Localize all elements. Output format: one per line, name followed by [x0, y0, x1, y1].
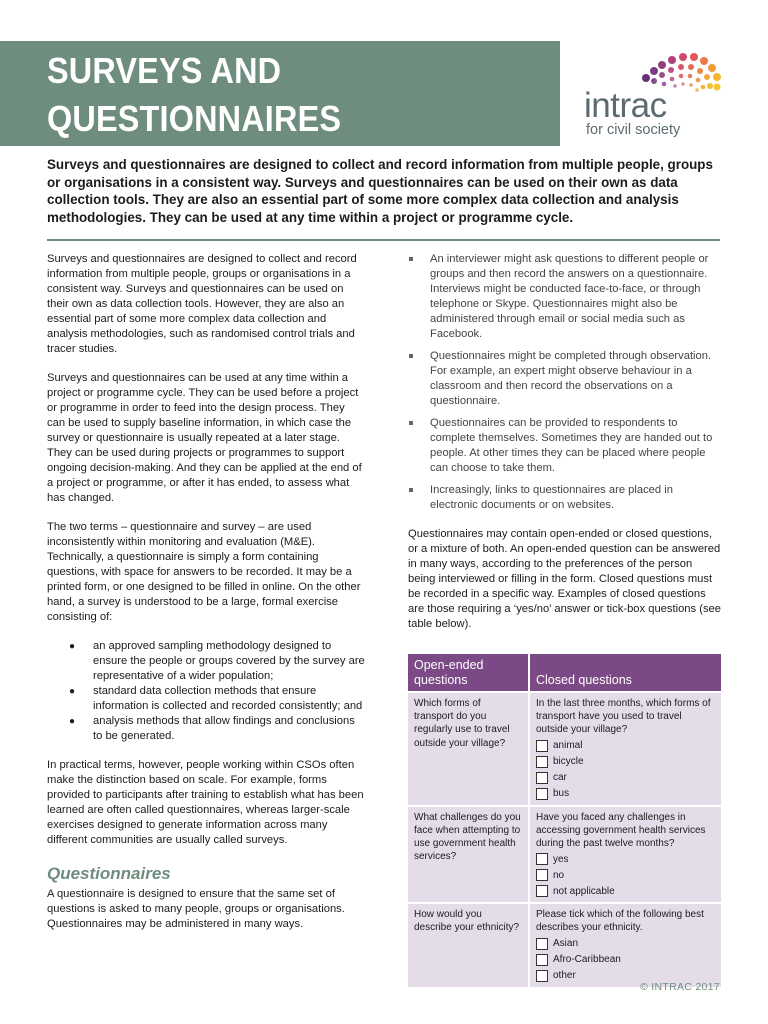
checkbox-icon[interactable]: [536, 788, 548, 800]
checkbox-icon[interactable]: [536, 756, 548, 768]
checkbox-option[interactable]: Asian: [536, 937, 715, 951]
checkbox-icon[interactable]: [536, 740, 548, 752]
checkbox-option[interactable]: not applicable: [536, 884, 715, 898]
intrac-logo: [584, 48, 724, 140]
left-paragraph-3: The two terms – questionnaire and survey – are used inconsistently within monitoring and evaluation (M&E). Technically, a questionnaire is simply a form containing questions, with space for answers to be recorded. It may be a printed form, or one designed to be filled in online. On the other hand, a survey is understood to be a large, formal exercise consisting of:: [47, 521, 361, 623]
closed-question-text: Please tick which of the following best describes your ethnicity.: [536, 909, 704, 934]
list-item: Increasingly, links to questionnaires are placed in electronic documents or on websites.: [430, 483, 722, 513]
closed-question-text: In the last three months, which forms of transport have you used to travel outside your village?: [536, 698, 711, 736]
checkbox-icon[interactable]: [536, 772, 548, 784]
section-heading-questionnaires: Questionnaires: [47, 864, 171, 883]
square-bullet-icon: [409, 421, 413, 425]
checkbox-option[interactable]: no: [536, 868, 715, 882]
logo-wordmark: intrac: [584, 86, 667, 125]
right-paragraph-1: Questionnaires may contain open-ended or closed questions, or a mixture of both. An open-ended question can be answered in many ways, according to the preferences of the person being interviewed or filling in the form. Closed questions must be recorded in a specific way. Examples of closed questions are those requiring a ‘yes/no’ answer or tick-box questions (see table below).: [408, 528, 721, 630]
checkbox-option[interactable]: car: [536, 771, 715, 785]
right-column: [408, 252, 722, 632]
checkbox-icon[interactable]: [536, 954, 548, 966]
list-item: ● standard data collection methods that ensure information is collected and recorded consistently; and: [69, 685, 363, 712]
open-question-cell: What challenges do you face when attempting to use government health services?: [408, 806, 529, 904]
left-paragraph-1: Surveys and questionnaires are designed to collect and record information from multiple people, groups or organisations in a consistent way. Surveys and questionnaires can be used on their own as data collection tools. However, they are also an essential part of some more complex data collection and analysis methodologies, such as randomised control trials and tracer studies.: [47, 253, 357, 355]
checkbox-option[interactable]: other: [536, 969, 715, 983]
checkbox-icon[interactable]: [536, 938, 548, 950]
checkbox-icon[interactable]: [536, 869, 548, 881]
intro-paragraph: Surveys and questionnaires are designed to collect and record information from multiple people, groups or organisations in a consistent way. Surveys and questionnaires can be used on their own as data collection tools. They are also an essential part of some more complex data collection and analysis methodologies. They can be used at any time within a project or programme cycle.: [47, 157, 713, 225]
survey-criteria-list: [47, 639, 365, 744]
left-column: [47, 252, 365, 946]
left-paragraph-4: In practical terms, however, people working within CSOs often make the distinction based on scale. For example, forms provided to participants after training to establish what has been learned are often called questionnaires, whereas larger-scale exercises designed to generate information across many different communities are usually called surveys.: [47, 759, 364, 846]
administration-methods-list: [408, 252, 722, 513]
checkbox-option[interactable]: Afro-Caribbean: [536, 953, 715, 967]
square-bullet-icon: [409, 257, 413, 261]
checkbox-option[interactable]: bicycle: [536, 755, 715, 769]
open-question-cell: How would you describe your ethnicity?: [408, 903, 529, 986]
table-header-open: Open-ended questions: [408, 654, 529, 692]
copyright-footer: © INTRAC 2017: [640, 981, 720, 993]
checkbox-icon[interactable]: [536, 885, 548, 897]
bullet-icon: ●: [69, 686, 76, 697]
bullet-icon: ●: [69, 641, 76, 652]
table-header-row: [408, 654, 721, 692]
list-item: Questionnaires can be provided to respondents to complete themselves. Sometimes they are handed out to people. At other times they can be placed where people can choose to take them.: [430, 416, 722, 476]
table-row: [408, 806, 721, 904]
page-title-line2: QUESTIONNAIRES: [47, 98, 342, 139]
closed-question-cell: [529, 903, 721, 986]
question-types-table: [408, 654, 721, 987]
square-bullet-icon: [409, 488, 413, 492]
divider-rule: [47, 239, 720, 241]
open-question-cell: Which forms of transport do you regularly use to travel outside your village?: [408, 692, 529, 806]
checkbox-option[interactable]: bus: [536, 787, 715, 801]
checkbox-icon[interactable]: [536, 970, 548, 982]
title-band: [0, 41, 560, 146]
logo-tagline: for civil society: [586, 122, 681, 138]
table-row: [408, 692, 721, 806]
list-item: ● an approved sampling methodology designed to ensure the people or groups covered by the survey are representative of a wider population;: [69, 640, 365, 682]
list-item: An interviewer might ask questions to different people or groups and then record the answers on a questionnaire. Interviews might be conducted face-to-face, or through telephone or Skype. Questionnaires might also be administered through email or social media such as Facebook.: [430, 252, 722, 342]
table-header-closed: Closed questions: [529, 654, 721, 692]
checkbox-option[interactable]: yes: [536, 852, 715, 866]
list-item: Questionnaires might be completed through observation. For example, an expert might observe behaviour in a classroom and then record the observations on a questionnaire.: [430, 349, 722, 409]
checkbox-option[interactable]: animal: [536, 739, 715, 753]
closed-question-cell: [529, 806, 721, 904]
closed-question-text: Have you faced any challenges in accessing government health services during the past twelve months?: [536, 811, 706, 850]
closed-question-cell: [529, 692, 721, 806]
left-paragraph-5: A questionnaire is designed to ensure that the same set of questions is asked to many people, groups or organisations. Questionnaires may be administered in many ways.: [47, 888, 345, 930]
page-title-line1: SURVEYS AND: [47, 50, 282, 91]
table-row: [408, 903, 721, 986]
square-bullet-icon: [409, 354, 413, 358]
bullet-icon: ●: [69, 716, 76, 727]
left-paragraph-2: Surveys and questionnaires can be used at any time within a project or programme cycle. They can be used before a project or programme in order to feed into the design process. They can be used to supply baseline information, in which case the survey or questionnaire is usually repeated at a later stage. They can be used during projects or programmes to support ongoing decision-making. And they can be applied at the end of a project or programme, or after it has ended, to assess what has changed.: [47, 372, 362, 504]
list-item: ● analysis methods that allow findings and conclusions to be generated.: [69, 715, 355, 742]
checkbox-icon[interactable]: [536, 853, 548, 865]
